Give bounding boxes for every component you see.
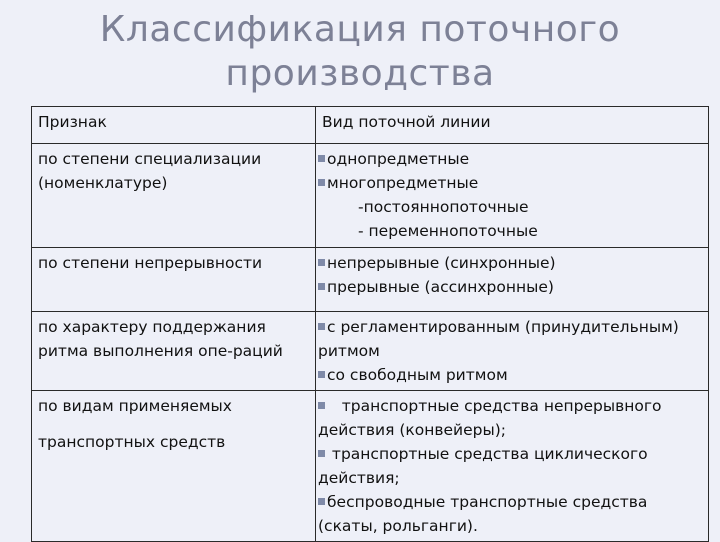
header-feature: Признак: [32, 107, 316, 144]
feature-text: транспортных средств: [38, 433, 226, 451]
slide-title-line-2: производства: [225, 53, 495, 94]
header-line-type: Вид поточной линии: [316, 107, 709, 144]
types-cell: [316, 391, 709, 542]
list-item: - переменнопоточные: [358, 222, 538, 240]
list-item: транспортные средства циклического действия;: [318, 445, 653, 487]
list-item: беспроводные транспортные средства (скаты, рольганги).: [318, 493, 648, 535]
feature-text: по характеру поддержания: [38, 318, 266, 336]
table-row: [32, 144, 709, 248]
list-item: транспортные средства непрерывного действия (конвейеры);: [318, 397, 667, 439]
slide-title: [0, 8, 720, 96]
feature-text: по степени непрерывности: [38, 254, 263, 272]
table-row: [32, 248, 709, 312]
table-row: [32, 391, 709, 542]
feature-text: (номенклатуре): [38, 174, 168, 192]
square-bullet-icon: [318, 498, 325, 505]
types-cell: [316, 248, 709, 312]
types-cell: [316, 312, 709, 391]
list-item: многопредметные: [318, 171, 702, 195]
square-bullet-icon: [318, 283, 325, 290]
feature-cell: [32, 391, 316, 542]
list-item: -постояннопоточные: [358, 198, 529, 216]
feature-text: по видам применяемых: [38, 397, 232, 415]
feature-cell: [32, 248, 316, 312]
feature-text: ритма выполнения опе-раций: [38, 342, 283, 360]
table-header-row: [32, 107, 709, 144]
feature-cell: [32, 144, 316, 248]
slide-title-line-1: Классификация поточного: [99, 9, 621, 50]
square-bullet-icon: [318, 259, 325, 266]
list-item: однопредметные: [318, 147, 702, 171]
table-row: [32, 312, 709, 391]
feature-cell: [32, 312, 316, 391]
types-cell: [316, 144, 709, 248]
square-bullet-icon: [318, 371, 325, 378]
square-bullet-icon: [318, 323, 325, 330]
square-bullet-icon: [318, 179, 325, 186]
square-bullet-icon: [318, 155, 325, 162]
list-item: непрерывные (синхронные): [318, 251, 702, 275]
spacer: [38, 418, 309, 430]
square-bullet-icon: [318, 450, 325, 457]
list-item: прерывные (ассинхронные): [318, 275, 702, 299]
classification-table: [31, 106, 709, 542]
square-bullet-icon: [318, 402, 325, 409]
feature-text: по степени специализации: [38, 150, 262, 168]
list-item: со свободным ритмом: [318, 363, 702, 387]
list-item: с регламентированным (принудительным) ритмом: [318, 318, 679, 360]
